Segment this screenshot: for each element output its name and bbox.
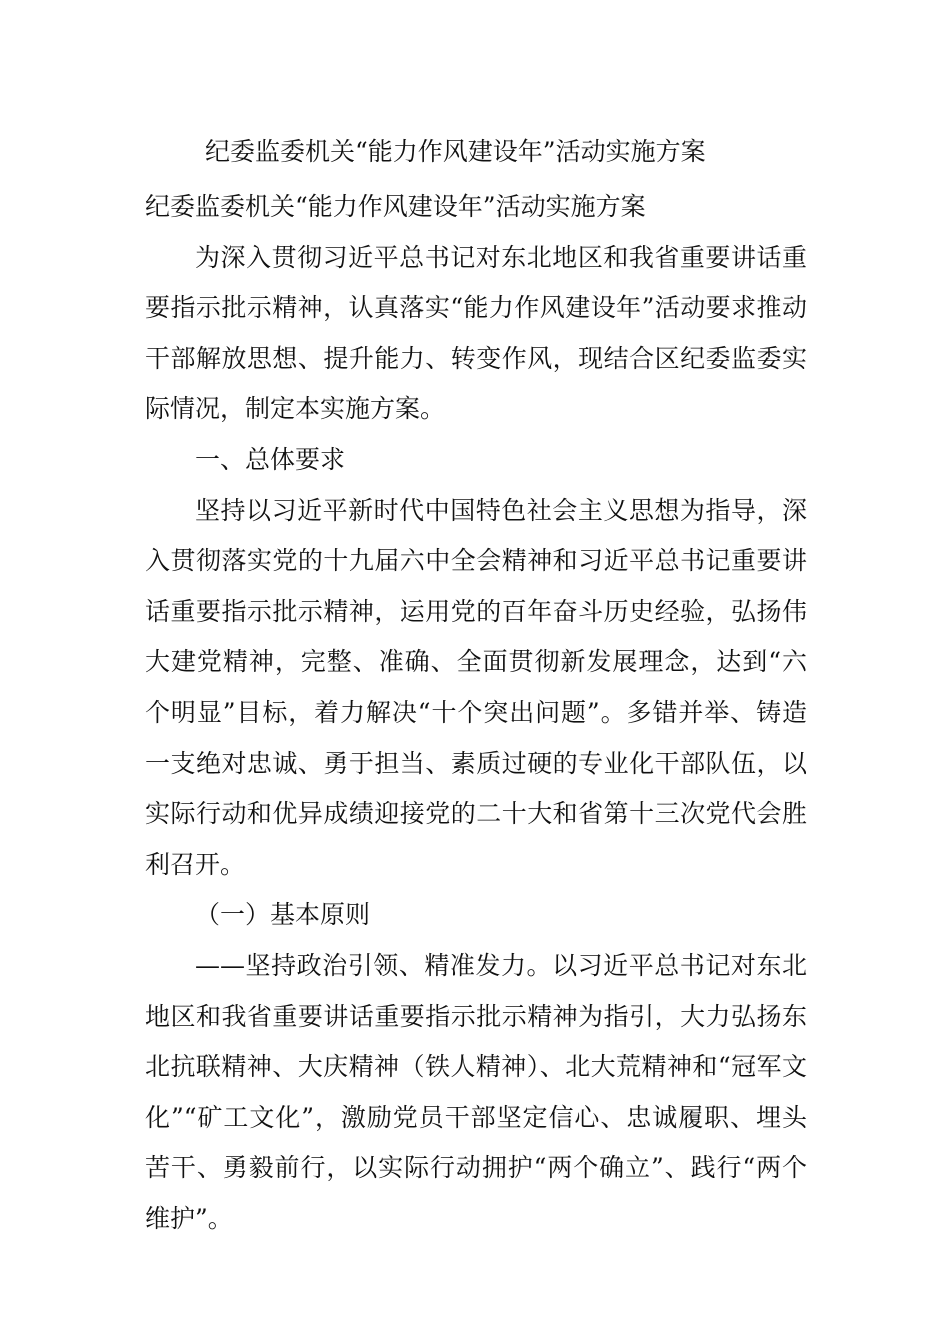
subsection-heading-basic-principles: （一）基本原则 — [195, 900, 371, 930]
general-requirements-paragraph: 坚持以习近平新时代中国特色社会主义思想为指导，深入贯彻落实党的十九届六中全会精神和习近平总书记重要讲话重要指示批示精神，运用党的百年奋斗历史经验，弘扬伟大建党精神，完整、准确、全面贯彻新发展理念，达到“六个明显”目标，着力解决“十个突出问题”。多错并举、铸造一支绝对忠诚、勇于担当、素质过硬的专业化干部队伍，以实际行动和优异成绩迎接党的二十大和省第十三次党代会胜利召开。 — [145, 495, 807, 879]
document-title: 纪委监委机关“能力作风建设年”活动实施方案 — [205, 137, 706, 166]
intro-paragraph: 为深入贯彻习近平总书记对东北地区和我省重要讲话重要指示批示精神，认真落实“能力作风建设年”活动要求推动干部解放思想、提升能力、转变作风，现结合区纪委监委实际情况，制定本实施方案。 — [145, 242, 807, 424]
section-heading-general-requirements: 一、总体要求 — [195, 444, 346, 474]
principle-paragraph: ——坚持政治引领、精准发力。以习近平总书记对东北地区和我省重要讲话重要指示批示精神为指引，大力弘扬东北抗联精神、大庆精神（铁人精神）、北大荒精神和“冠军文化”“矿工文化”，激励党员干部坚定信心、忠诚履职、埋头苦干、勇毅前行，以实际行动拥护“两个确立”、践行“两个维护”。 — [145, 950, 807, 1233]
document-subtitle: 纪委监委机关“能力作风建设年”活动实施方案 — [145, 192, 646, 221]
document-body — [145, 182, 807, 1244]
